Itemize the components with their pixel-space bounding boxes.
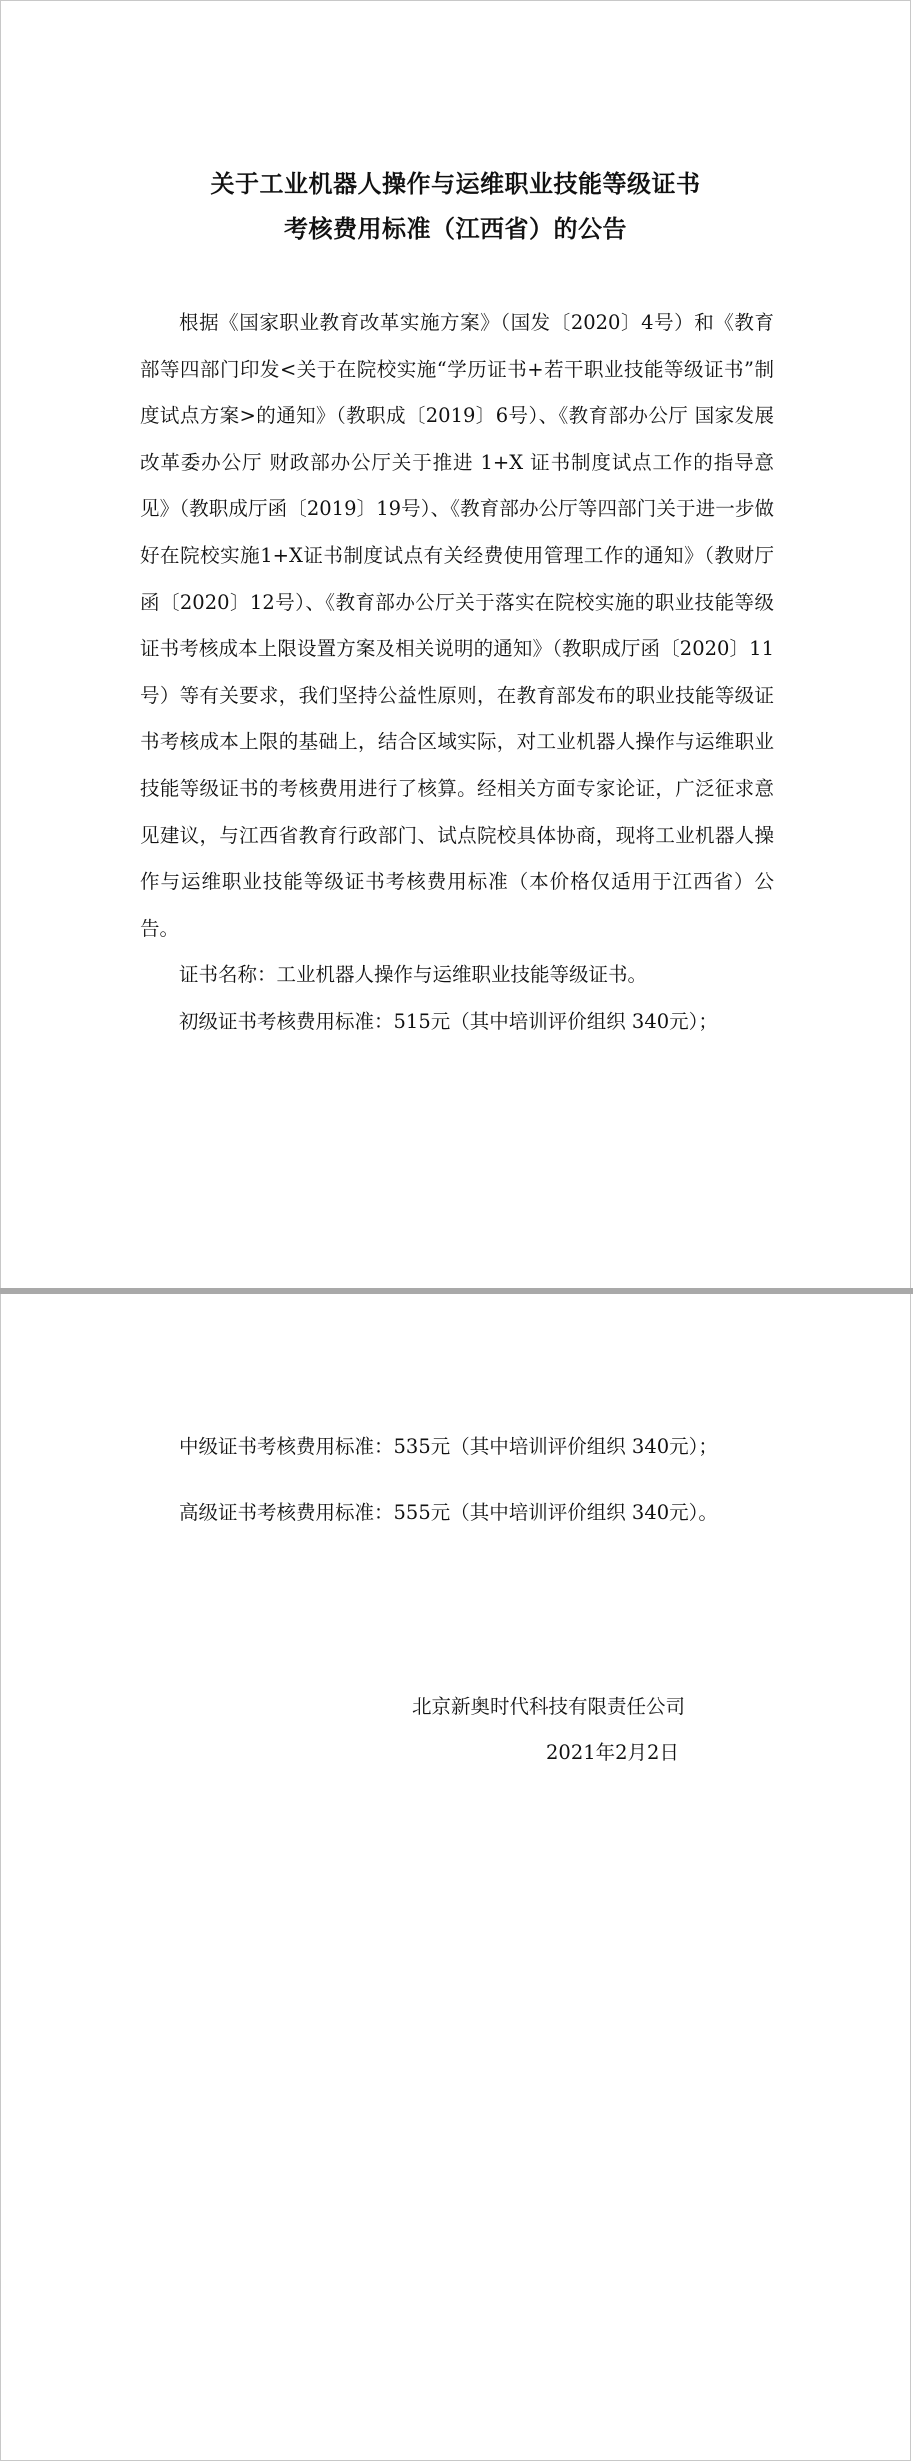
document-body-page-1 [140,300,774,1046]
certificate-name-paragraph: 证书名称：工业机器人操作与运维职业技能等级证书。 [179,963,648,987]
intermediate-fee-paragraph: 中级证书考核费用标准：535元（其中培训评价组织 340元）； [179,1434,718,1458]
signature-company: 北京新奥时代科技有限责任公司 [412,1695,686,1718]
advanced-fee-paragraph: 高级证书考核费用标准：555元（其中培训评价组织 340元）。 [179,1500,718,1524]
document-title-line-1: 关于工业机器人操作与运维职业技能等级证书 [210,169,701,198]
document-title-line-2: 考核费用标准（江西省）的公告 [284,214,627,243]
intro-paragraph: 根据《国家职业教育改革实施方案》（国发〔2020〕4号）和《教育部等四部门印发<关于在院校实施“学历证书+若干职业技能等级证书”制度试点方案>的通知》（教职成〔2019〕6号）、《教育部办公厅 国家发展改革委办公厅 财政部办公厅关于推进 1+X 证书制度试点工作的指导意见》（教职成厅函〔2019〕19号）、《教育部办公厅等四部门关于进一步做好在院校实施1+X证书制度试点有关经费使用管理工作的通知》（教财厅函〔2020〕12号）、《教育部办公厅关于落实在院校实施的职业技能等级证书考核成本上限设置方案及相关说明的通知》（教职成厅函〔2020〕11 号）等有关要求，我们坚持公益性原则，在教育部发布的职业技能等级证书考核成本上限的基础上，结合区域实际，对工业机器人操作与运维职业技能等级证书的考核费用进行了核算。经相关方面专家论证，广泛征求意见建议，与江西省教育行政部门、试点院校具体协商，现将工业机器人操作与运维职业技能等级证书考核费用标准（本价格仅适用于江西省）公告。 [140,311,774,940]
primary-fee-paragraph: 初级证书考核费用标准：515元（其中培训评价组织 340元）； [179,1009,718,1033]
document-body-page-2 [140,1404,774,1556]
signature-date: 2021年2月2日 [546,1741,679,1764]
